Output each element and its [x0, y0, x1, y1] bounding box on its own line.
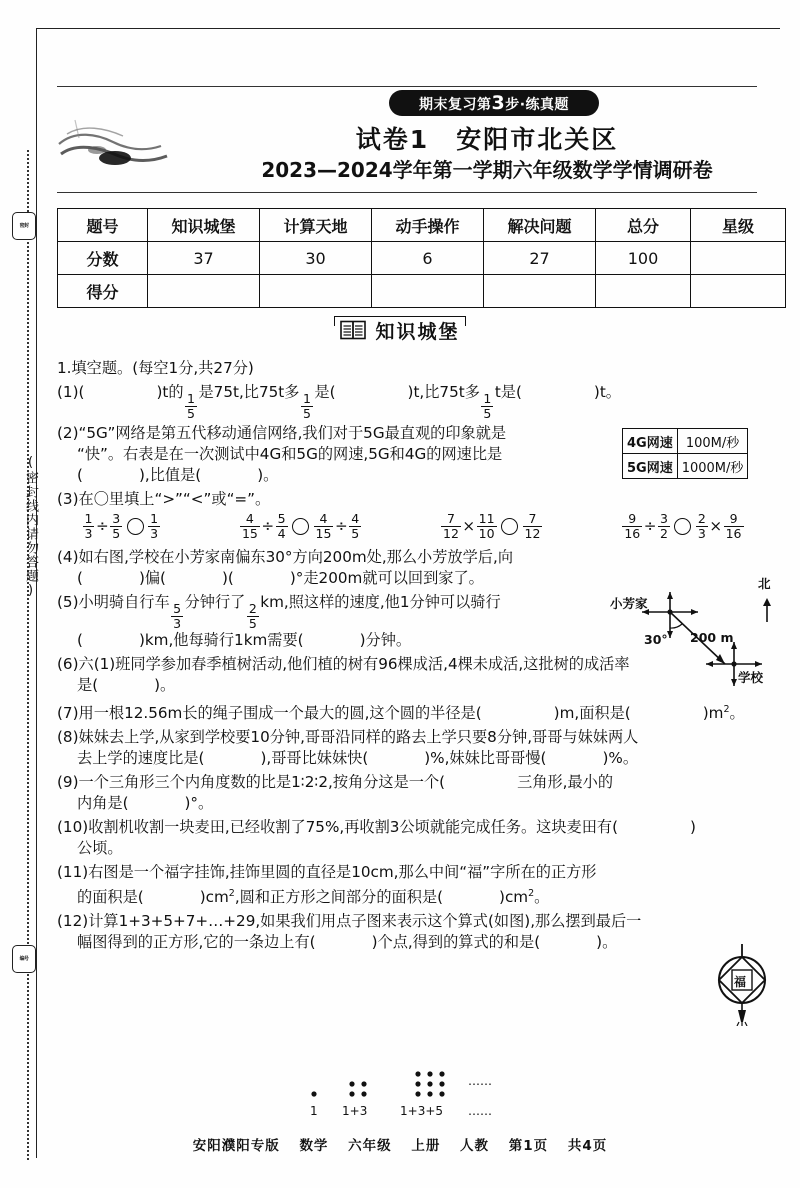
score-header-cell: 动手操作 [372, 209, 484, 242]
q1-11-text: )cm [199, 888, 229, 907]
q1-6-text: )。 [154, 676, 176, 694]
table-row-earned [58, 275, 786, 308]
q1-2-line2: “快”。右表是在一次测试中4G和5G的网速,5G和4G的网速比是 [77, 445, 503, 463]
footer-edition: 安阳濮阳专版 [192, 1138, 280, 1154]
q1-1-text: t是( [494, 383, 522, 401]
q1-8-text: ),哥哥比妹妹快( [260, 749, 369, 768]
question-1-11 [57, 862, 763, 908]
answer-circle[interactable] [501, 518, 518, 535]
q1-3-label: (3) [57, 490, 79, 508]
q1-3-text: 在〇里填上“>”“<”或“=”。 [78, 490, 271, 508]
answer-circle[interactable] [127, 518, 144, 535]
score-cell: 100 [596, 242, 691, 275]
operator: ÷ [95, 516, 109, 535]
q1-6-line1: 六(1)班同学参加春季植树活动,他们植的树有96棵成活,4棵未成活,这批树的成活率 [78, 655, 630, 673]
page-subtitle: 2023—2024学年第一学期六年级数学学情调研卷 [261, 158, 713, 182]
score-header-cell: 解决问题 [484, 209, 596, 242]
fraction: $\frac{2}{5}$ [248, 601, 257, 631]
score-header-cell: 星级 [691, 209, 786, 242]
score-cell-blank[interactable] [484, 275, 596, 308]
q1-7-text: )m [702, 704, 724, 723]
dot-ellipsis-top: …… [468, 1074, 492, 1088]
q1-2-label: (2) [57, 424, 79, 442]
q1-7-text: 用一根12.56m长的绳子围成一个最大的圆,这个圆的半径是( [78, 704, 482, 723]
fraction: $\frac{3}{5}$ [112, 511, 121, 541]
page-title: 试卷1 安阳市北关区 [355, 125, 619, 154]
label-school: 学校 [738, 670, 764, 685]
net-row-label: 5G网速 [623, 454, 678, 479]
network-speed-table [622, 428, 748, 479]
dot-pattern-diagram [300, 1062, 550, 1124]
dot-group-label-3: 1+3+5 [400, 1104, 444, 1118]
table-row [623, 429, 748, 454]
label-angle: 30° [644, 632, 668, 647]
score-cell: 30 [260, 242, 372, 275]
fraction: $\frac{7}{12}$ [443, 511, 459, 541]
section-header [0, 316, 800, 346]
q1-7-text: )m,面积是( [553, 704, 631, 723]
net-row-value: 1000M/秒 [677, 454, 748, 479]
q1-9-text: )°。 [184, 794, 214, 813]
fu-ornament-diagram [706, 942, 778, 1026]
q1-11-text: ,圆和正方形之间部分的面积是( [234, 888, 444, 907]
fraction: $\frac{1}{5}$ [483, 391, 492, 421]
fraction: $\frac{1}{3}$ [84, 511, 93, 541]
cut-line [27, 150, 29, 1160]
q1-11-label: (11) [57, 863, 89, 882]
fraction: $\frac{1}{3}$ [150, 511, 159, 541]
fraction: $\frac{1}{5}$ [302, 391, 311, 421]
q1-2-text: ( [77, 466, 83, 484]
q1-8-text: )%,妹妹比哥哥慢( [424, 749, 547, 768]
direction-diagram [612, 572, 790, 690]
q1-11-superscript: 2 [528, 888, 535, 900]
comparison-3 [440, 512, 544, 540]
q1-9-text: 三角形,最小的 [517, 773, 614, 792]
score-cell: 27 [484, 242, 596, 275]
q1-1-text: )t,比75t多 [407, 383, 480, 401]
fraction: $\frac{11}{10}$ [478, 511, 495, 541]
fraction: $\frac{9}{16}$ [725, 511, 742, 541]
q1-12-text: )个点,得到的算式的和是( [371, 933, 541, 952]
question-1-12 [57, 911, 763, 953]
answer-circle[interactable] [674, 518, 691, 535]
q1-7-text: 。 [729, 704, 745, 723]
footer-total-pages: 共4页 [567, 1138, 608, 1154]
label-north: 北 [758, 576, 771, 591]
operator: ÷ [261, 516, 275, 535]
comparison-1 [81, 512, 162, 540]
fraction: $\frac{9}{16}$ [624, 511, 641, 541]
q1-4-text: )偏( [138, 569, 166, 587]
label-distance: 200 m [690, 630, 734, 645]
q1-5-text: )分钟。 [359, 631, 412, 649]
fraction: $\frac{5}{4}$ [277, 511, 286, 541]
footer-publisher: 人教 [460, 1138, 490, 1154]
fraction: $\frac{2}{3}$ [697, 511, 706, 541]
q1-4-line1: 如右图,学校在小芳家南偏东30°方向200m处,那么小芳放学后,向 [78, 548, 514, 566]
question-1-heading [57, 358, 763, 379]
footer-volume: 上册 [411, 1138, 441, 1154]
operator: ÷ [334, 516, 348, 535]
q1-11-superscript: 2 [228, 888, 235, 900]
comparison-4 [621, 512, 745, 540]
net-row-value: 100M/秒 [677, 429, 748, 454]
question-1-heading-text: 1.填空题。(每空1分,共27分) [57, 359, 254, 377]
dot-ellipsis-bottom: …… [468, 1104, 492, 1118]
exam-header [57, 84, 757, 196]
q1-5-label: (5) [57, 593, 79, 611]
score-header-cell: 题号 [58, 209, 148, 242]
question-1-9 [57, 772, 763, 814]
q1-1-text: 是( [314, 383, 336, 401]
q1-10-text: ) [690, 818, 696, 837]
q1-10-label: (10) [57, 818, 89, 837]
seal-line-text: (密封线内请勿答题) [23, 455, 38, 599]
q1-6-label: (6) [57, 655, 79, 673]
operator: × [462, 516, 476, 535]
operator: ÷ [643, 516, 657, 535]
score-cell-blank[interactable] [260, 275, 372, 308]
q1-2-text: ),比值是( [138, 466, 202, 484]
q1-2-line1: “5G”网络是第五代移动通信网络,我们对于5G最直观的印象就是 [78, 424, 507, 442]
q1-8-text: 去上学的速度比是( [77, 749, 205, 768]
fraction: $\frac{1}{5}$ [187, 391, 195, 421]
q1-3-comparison-row [57, 510, 763, 544]
q1-12-line1: 计算1+3+5+7+…+29,如果我们用点子图来表示这个算式(如图),那么摆到最后一 [88, 912, 642, 931]
series-ribbon [389, 90, 599, 116]
dot-group-label-1: 1 [310, 1104, 318, 1118]
q1-12-text: 幅图得到的正方形,它的一条边上有( [77, 933, 316, 952]
score-cell-blank[interactable] [372, 275, 484, 308]
q1-10-line1: 收割机收割一块麦田,已经收割了75%,再收割3公顷就能完成任务。这块麦田有( [88, 818, 618, 837]
seal-stamp-bottom-label: 编号 [19, 956, 29, 962]
q1-12-text: )。 [596, 933, 618, 952]
comparison-2 [238, 512, 362, 540]
score-cell [691, 242, 786, 275]
q1-5-text: 分钟行了 [184, 593, 246, 611]
series-ribbon-label: 期末复习第3步·练真题 [418, 92, 570, 114]
q1-5-text: km,照这样的速度,他1分钟可以骑行 [260, 593, 501, 611]
answer-circle[interactable] [292, 518, 309, 535]
table-row-headers [58, 209, 786, 242]
score-header-cell: 计算天地 [260, 209, 372, 242]
score-header-cell: 知识城堡 [148, 209, 260, 242]
footer-grade: 六年级 [348, 1138, 392, 1154]
score-cell-blank[interactable] [596, 275, 691, 308]
q1-4-label: (4) [57, 548, 79, 566]
q1-5-text: 小明骑自行车 [78, 593, 170, 611]
q1-1-text: )t。 [593, 383, 621, 401]
score-table [57, 208, 786, 308]
fraction: $\frac{5}{3}$ [173, 601, 182, 631]
question-1-7 [57, 699, 763, 724]
fraction: $\frac{7}{12}$ [524, 511, 541, 541]
fraction: $\frac{4}{5}$ [351, 511, 360, 541]
question-1-10 [57, 817, 763, 859]
q1-10-line2: 公顷。 [77, 839, 123, 858]
q1-11-text: 。 [534, 888, 550, 907]
q1-1-text: ( [78, 383, 85, 401]
q1-6-text: 是( [77, 676, 99, 694]
header-rule-bottom [57, 192, 757, 193]
net-row-label: 4G网速 [623, 429, 678, 454]
score-cell: 37 [148, 242, 260, 275]
question-1-8 [57, 727, 763, 769]
q1-8-line1: 妹妹去上学,从家到学校要10分钟,哥哥沿同样的路去上学只要8分钟,哥哥与妹妹两人 [78, 728, 639, 747]
q1-4-text: )( [221, 569, 234, 587]
fraction: $\frac{4}{15}$ [315, 511, 332, 541]
question-1-1 [57, 382, 763, 420]
score-cell-blank[interactable] [148, 275, 260, 308]
table-row [623, 454, 748, 479]
q1-4-text: ( [77, 569, 83, 587]
seal-stamp-bottom-icon [12, 945, 36, 973]
q1-2-text: )。 [257, 466, 279, 484]
q1-4-text: )°走200m就可以回到家了。 [289, 569, 484, 587]
q1-5-text: )km,他每骑行1km需要( [138, 631, 304, 649]
footer-subject: 数学 [299, 1138, 329, 1154]
seal-margin [0, 0, 40, 1188]
q1-7-label: (7) [57, 704, 79, 723]
q1-11-line1: 右图是一个福字挂饰,挂饰里圆的直径是10cm,那么中间“福”字所在的正方形 [88, 863, 597, 882]
q1-7-superscript: 2 [723, 704, 730, 715]
section-title: 知识城堡 [375, 321, 460, 343]
q1-9-line1: 一个三角形三个内角度数的比是1∶2∶2,按角分这是一个( [78, 773, 446, 792]
footer-page-number: 第1页 [508, 1138, 549, 1154]
dot-group-label-2: 1+3 [342, 1104, 368, 1118]
table-row-points [58, 242, 786, 275]
label-fu: 福 [734, 975, 747, 989]
score-row-label: 得分 [58, 275, 148, 308]
ink-brush-decoration [57, 90, 175, 190]
q1-1-text: )t的 [156, 383, 184, 401]
q1-9-label: (9) [57, 773, 79, 792]
header-rule-top [57, 86, 757, 87]
open-book-icon [340, 320, 366, 344]
q1-8-text: )%。 [602, 749, 639, 768]
label-home: 小芳家 [610, 596, 648, 611]
q1-1-text: 是75t,比75t多 [198, 383, 300, 401]
q1-11-text: )cm [499, 888, 529, 907]
q1-1-label: (1) [57, 383, 79, 401]
fraction: $\frac{4}{15}$ [241, 511, 258, 541]
score-header-cell: 总分 [596, 209, 691, 242]
seal-stamp-top-label: 密封 [19, 223, 29, 229]
score-cell-blank[interactable] [691, 275, 786, 308]
score-row-label: 分数 [58, 242, 148, 275]
q1-9-text: 内角是( [77, 794, 129, 813]
q1-12-label: (12) [57, 912, 89, 931]
q1-8-label: (8) [57, 728, 79, 747]
page-footer [0, 1134, 800, 1154]
q1-11-text: 的面积是( [77, 888, 144, 907]
question-1-3 [57, 489, 763, 544]
q1-5-text: ( [77, 631, 83, 649]
operator: × [709, 516, 723, 535]
fraction: $\frac{3}{2}$ [659, 511, 668, 541]
score-cell: 6 [372, 242, 484, 275]
seal-stamp-top-icon [12, 212, 36, 240]
